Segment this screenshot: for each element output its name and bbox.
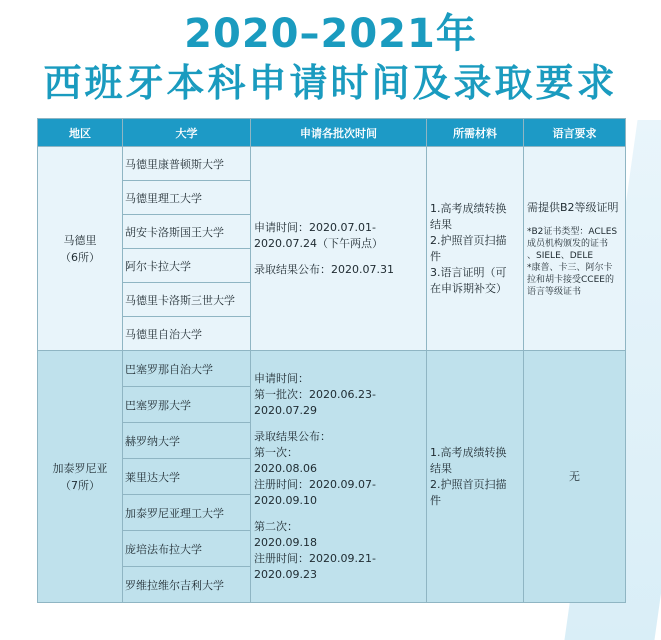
- table-row: [38, 147, 626, 181]
- school-cell: 马德里卡洛斯三世大学: [123, 283, 251, 317]
- language-note: *B2证书类型：ACLES: [527, 226, 618, 237]
- header-university: 大学: [123, 119, 251, 147]
- school-cell: 胡安卡洛斯国王大学: [123, 215, 251, 249]
- time-line: 录取结果公布：: [254, 429, 331, 443]
- material-line: 2.护照首页扫描: [430, 233, 507, 247]
- time-line: 2020.07.24（下午两点）: [254, 236, 383, 250]
- school-cell: 马德里理工大学: [123, 181, 251, 215]
- time-line: 2020.09.23: [254, 567, 317, 581]
- materials-cell-catalonia: [427, 351, 524, 603]
- school-cell: 马德里康普顿斯大学: [123, 147, 251, 181]
- language-note: 、SIELE、DELE: [527, 250, 594, 261]
- school-cell: 加泰罗尼亚理工大学: [123, 495, 251, 531]
- material-line: 1.高考成绩转换: [430, 445, 507, 459]
- table-header-row: [38, 119, 626, 147]
- time-line: 第一次：: [254, 445, 298, 459]
- material-line: 件: [430, 493, 441, 507]
- school-cell: 庞培法布拉大学: [123, 531, 251, 567]
- region-name: 加泰罗尼亚: [52, 461, 108, 475]
- region-name: 马德里: [63, 233, 97, 247]
- time-line: 第二次：: [254, 519, 298, 533]
- region-cell-catalonia: [38, 351, 123, 603]
- header-language: 语言要求: [524, 119, 626, 147]
- table-row: [38, 351, 626, 387]
- language-note: 语言等级证书: [527, 286, 582, 297]
- materials-cell-madrid: [427, 147, 524, 351]
- time-line: 2020.07.29: [254, 403, 317, 417]
- page-title: 西班牙本科申请时间及录取要求: [43, 61, 618, 105]
- region-count: （6所）: [60, 250, 100, 264]
- page-title-year: 2020–2021年: [184, 11, 477, 57]
- time-line: 注册时间：2020.09.21-: [254, 551, 376, 565]
- school-cell: 莱里达大学: [123, 459, 251, 495]
- time-line: 注册时间：2020.09.07-: [254, 477, 376, 491]
- material-line: 结果: [430, 461, 452, 475]
- material-line: 件: [430, 249, 441, 263]
- time-line: 2020.09.18: [254, 535, 317, 549]
- admission-table: [37, 118, 626, 603]
- language-note: *康普、卡三、阿尔卡: [527, 262, 613, 273]
- material-line: 2.护照首页扫描: [430, 477, 507, 491]
- time-line: 申请时间：: [254, 371, 309, 385]
- material-line: 1.高考成绩转换: [430, 201, 507, 215]
- time-cell-madrid: [251, 147, 427, 351]
- language-note: 拉和胡卡接受CCEE的: [527, 274, 614, 285]
- school-cell: 巴塞罗那自治大学: [123, 351, 251, 387]
- spacer: [254, 252, 423, 262]
- time-line: 录取结果公布：2020.07.31: [254, 262, 394, 276]
- school-cell: 阿尔卡拉大学: [123, 249, 251, 283]
- spacer: [254, 419, 423, 429]
- header-region: 地区: [38, 119, 123, 147]
- material-line: 在申诉期补交）: [430, 281, 507, 295]
- spacer: [254, 509, 423, 519]
- spacer: [527, 216, 622, 226]
- time-cell-catalonia: [251, 351, 427, 603]
- school-cell: 巴塞罗那大学: [123, 387, 251, 423]
- language-main: 需提供B2等级证明: [527, 200, 619, 214]
- school-cell: 罗维拉维尔吉利大学: [123, 567, 251, 603]
- school-cell: 马德里自治大学: [123, 317, 251, 351]
- time-line: 2020.08.06: [254, 461, 317, 475]
- header-time: 申请各批次时间: [251, 119, 427, 147]
- region-count: （7所）: [60, 478, 100, 492]
- region-cell-madrid: [38, 147, 123, 351]
- header-materials: 所需材料: [427, 119, 524, 147]
- language-cell-catalonia: 无: [524, 351, 626, 603]
- language-note: 成员机构颁发的证书: [527, 238, 609, 249]
- time-line: 申请时间：2020.07.01-: [254, 220, 376, 234]
- time-line: 第一批次：2020.06.23-: [254, 387, 376, 401]
- language-cell-madrid: [524, 147, 626, 351]
- material-line: 3.语言证明（可: [430, 265, 507, 279]
- material-line: 结果: [430, 217, 452, 231]
- school-cell: 赫罗纳大学: [123, 423, 251, 459]
- time-line: 2020.09.10: [254, 493, 317, 507]
